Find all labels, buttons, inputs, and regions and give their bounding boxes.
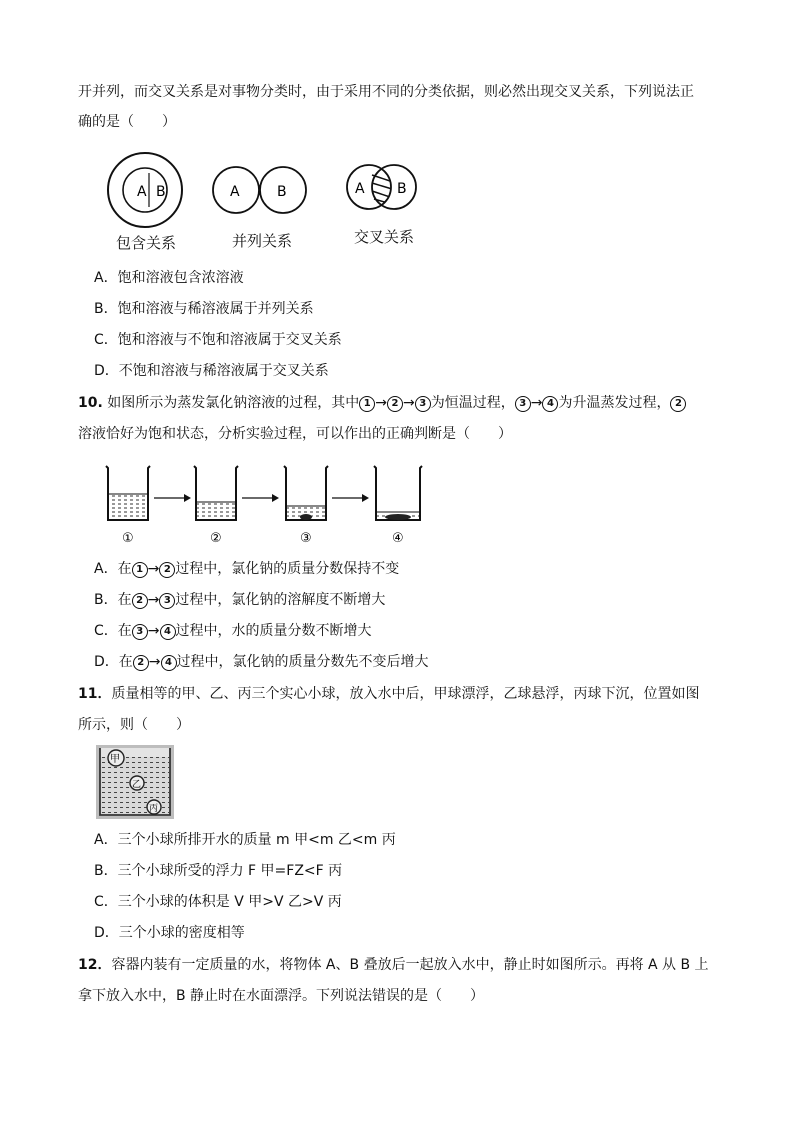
label-cross: 交叉关系 bbox=[354, 228, 415, 246]
q11-option-a[interactable]: A．三个小球所排开水的质量 m 甲<m 乙<m 丙 bbox=[94, 832, 396, 848]
q12-stem-line2: 拿下放入水中，B 静止时在水面漂浮。下列说法错误的是（ ） bbox=[78, 988, 485, 1004]
letter-b: B bbox=[397, 181, 407, 197]
q9-option-d[interactable]: D．不饱和溶液与稀溶液属于交叉关系 bbox=[94, 363, 329, 379]
label-inclusion: 包含关系 bbox=[116, 234, 177, 252]
svg-text:乙: 乙 bbox=[132, 780, 142, 790]
beaker-label-4: ④ bbox=[392, 531, 404, 546]
beaker-2 bbox=[194, 466, 238, 520]
beaker-4 bbox=[374, 466, 422, 520]
q9-option-a[interactable]: A．饱和溶液包含浓溶液 bbox=[94, 270, 244, 286]
q10-number: 10. bbox=[78, 395, 103, 411]
q10-beaker-figure bbox=[100, 462, 430, 547]
letter-a: A bbox=[230, 184, 240, 200]
letter-b: B bbox=[156, 184, 166, 200]
svg-text:甲: 甲 bbox=[110, 754, 120, 765]
q10-option-b[interactable]: B．在 2 → 3 过程中，氯化钠的溶解度不断增大 bbox=[94, 592, 386, 608]
q11-stem-line2: 所示，则（ ） bbox=[78, 717, 190, 733]
beaker-3 bbox=[284, 466, 328, 520]
inclusion-diagram bbox=[108, 153, 182, 227]
q9-stem-line2: 确的是（ ） bbox=[78, 114, 176, 130]
letter-a: A bbox=[137, 184, 147, 200]
q9-option-b[interactable]: B．饱和溶液与稀溶液属于并列关系 bbox=[94, 301, 314, 317]
cross-diagram bbox=[347, 165, 416, 209]
beaker-1 bbox=[106, 466, 150, 520]
letter-a: A bbox=[355, 181, 365, 197]
q10-option-a[interactable]: A．在 1 → 2 过程中，氯化钠的质量分数保持不变 bbox=[94, 561, 400, 577]
q10-stem-line2: 溶液恰好为饱和状态，分析实验过程，可以作出的正确判断是（ ） bbox=[78, 426, 512, 442]
q11-option-d[interactable]: D．三个小球的密度相等 bbox=[94, 925, 245, 941]
q10-stem-line1: 10. 如图所示为蒸发氯化钠溶液的过程，其中 1 → 2 → 3 为恒温过程， 3 → 4 为升温蒸发过程， 2 bbox=[78, 393, 686, 413]
q12-stem-line1: 12．容器内装有一定质量的水，将物体 A、B 叠放后一起放入水中，静止时如图所示。再将 A 从 B 上 bbox=[78, 957, 709, 973]
q11-stem-line1: 11．质量相等的甲、乙、丙三个实心小球，放入水中后，甲球漂浮，乙球悬浮，丙球下沉，位置如图 bbox=[78, 686, 700, 702]
svg-text:丙: 丙 bbox=[149, 804, 159, 814]
beaker-label-1: ① bbox=[122, 531, 134, 546]
q11-option-c[interactable]: C．三个小球的体积是 V 甲>V 乙>V 丙 bbox=[94, 894, 342, 910]
label-parallel: 并列关系 bbox=[232, 232, 293, 250]
beaker-label-2: ② bbox=[210, 531, 222, 546]
beaker-label-3: ③ bbox=[300, 531, 312, 546]
q11-water-tank-figure bbox=[96, 745, 174, 819]
q11-number: 11． bbox=[78, 686, 112, 702]
q9-option-c[interactable]: C．饱和溶液与不饱和溶液属于交叉关系 bbox=[94, 332, 342, 348]
q12-number: 12． bbox=[78, 957, 112, 973]
parallel-diagram bbox=[213, 167, 306, 213]
q10-option-d[interactable]: D．在 2 → 4 过程中，氯化钠的质量分数先不变后增大 bbox=[94, 654, 429, 670]
letter-b: B bbox=[277, 184, 287, 200]
q9-stem-line1: 开并列，而交叉关系是对事物分类时，由于采用不同的分类依据，则必然出现交叉关系，下列说法正 bbox=[78, 84, 694, 100]
q10-option-c[interactable]: C．在 3 → 4 过程中，水的质量分数不断增大 bbox=[94, 623, 372, 639]
q11-option-b[interactable]: B．三个小球所受的浮力 F 甲=FZ<F 丙 bbox=[94, 863, 343, 879]
